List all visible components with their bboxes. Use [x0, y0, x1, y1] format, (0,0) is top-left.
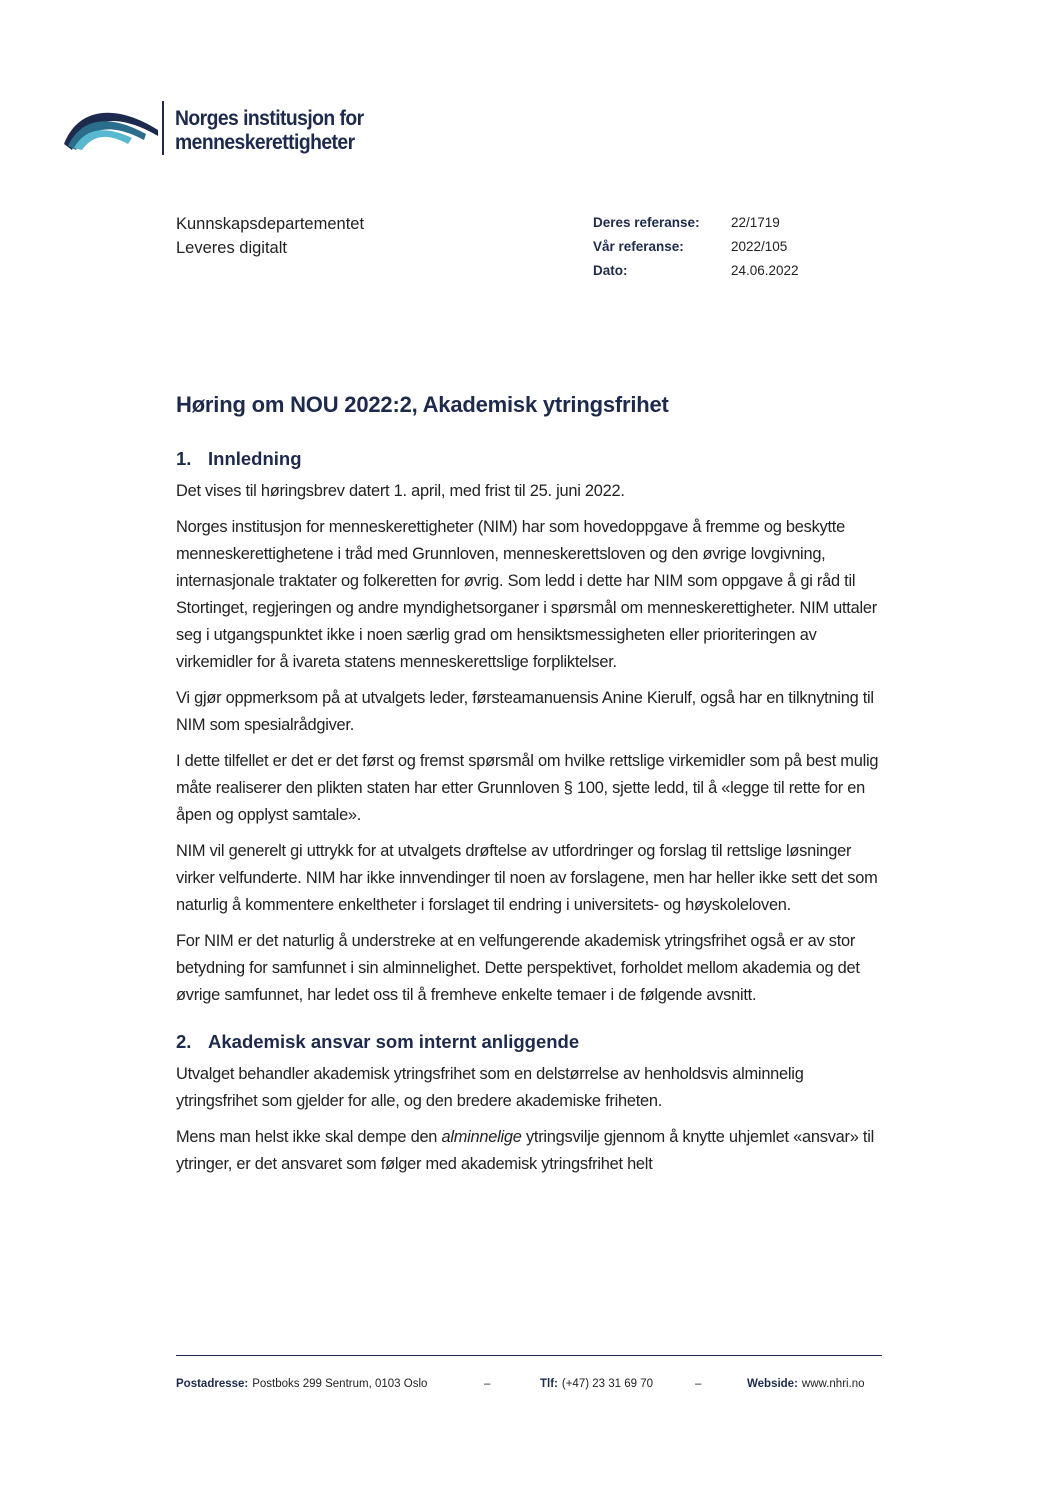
ref-value: 24.06.2022	[731, 263, 799, 278]
footer-postal	[176, 1378, 484, 1390]
paragraph-text: Mens man helst ikke skal dempe den	[176, 1128, 442, 1146]
paragraph: Det vises til høringsbrev datert 1. april, med frist til 25. juni 2022.	[176, 482, 625, 500]
document-body	[176, 392, 888, 1187]
paragraph: For NIM er det naturlig å understreke at en velfungerende akademisk ytringsfrihet også er av stor betydning for samfunnet i sin alminnelighet. Dette perspektivet, forholdet mellom akademia og det øvrige samfunnet, har ledet oss til å fremheve enkelte temaer i de følgende avsnitt.	[176, 932, 860, 1004]
paragraph-text: ytringsvilje gjennom å knytte uhjemlet «ansvar» til ytringer, er det ansvaret som følger med akademisk ytringsfrihet helt	[176, 1128, 874, 1173]
ref-value: 2022/105	[731, 239, 788, 254]
reference-block	[593, 211, 799, 283]
paragraph: Utvalget behandler akademisk ytringsfrihet som en delstørrelse av henholdsvis alminnelig ytringsfrihet som gjelder for alle, og den bredere akademiske friheten.	[176, 1065, 804, 1110]
section-heading	[176, 448, 888, 470]
paragraph	[176, 1124, 888, 1178]
nim-logo-icon	[62, 100, 162, 156]
org-name-line2: menneskerettigheter	[175, 131, 355, 154]
org-name-line1: Norges institusjon for	[175, 107, 364, 130]
document-title: Høring om NOU 2022:2, Akademisk ytringsfrihet	[176, 392, 669, 417]
footer-website	[747, 1378, 865, 1390]
footer-label: Postadresse:	[176, 1378, 249, 1390]
recipient-line2: Leveres digitalt	[176, 239, 287, 257]
logo-divider	[162, 101, 164, 155]
recipient-line1: Kunnskapsdepartementet	[176, 215, 365, 233]
ref-label: Dato:	[593, 263, 628, 278]
organization-name	[175, 107, 364, 155]
paragraph: Vi gjør oppmerksom på at utvalgets leder, førsteamanuensis Anine Kierulf, også har en tilknytning til NIM som spesialrådgiver.	[176, 689, 874, 734]
footer-phone	[540, 1378, 695, 1390]
paragraph: NIM vil generelt gi uttrykk for at utvalgets drøftelse av utfordringer og forslag til rettslige løsninger virker velfunderte. NIM har ikke innvendinger til noen av forslagene, men har heller ikke sett det som naturlig å kommentere enkeltheter i forslaget til endring i universitets- og høyskoleloven.	[176, 842, 878, 914]
emphasized-text: alminnelige	[441, 1128, 522, 1146]
section-heading-text: Akademisk ansvar som internt anliggende	[208, 1031, 580, 1052]
paragraph: Norges institusjon for menneskerettigheter (NIM) har som hovedoppgave å fremme og beskytte menneskerettighetene i tråd med Grunnloven, menneskerettsloven og den øvrige lovgivning, internasjonale traktater og folkeretten for øvrig. Som ledd i dette har NIM som oppgave å gi råd til Stortinget, regjeringen og andre myndighetsorganer i spørsmål om menneskerettigheter. NIM uttaler seg i utgangspunktet ikke i noen særlig grad om hensiktsmessigheten eller prioriteringen av virkemidler for å ivareta statens menneskerettslige forpliktelser.	[176, 518, 877, 671]
ref-label: Deres referanse:	[593, 215, 700, 230]
section-number: 2.	[176, 1031, 192, 1052]
section-heading	[176, 1031, 888, 1053]
ref-value: 22/1719	[731, 215, 780, 230]
footer-value: Postboks 299 Sentrum, 0103 Oslo	[252, 1378, 428, 1390]
footer-label: Tlf:	[540, 1378, 558, 1390]
footer-separator: –	[484, 1378, 491, 1390]
ref-row-deres	[593, 211, 799, 235]
ref-row-dato	[593, 259, 799, 283]
footer-separator: –	[695, 1378, 702, 1390]
footer-label: Webside:	[747, 1378, 798, 1390]
section-number: 1.	[176, 448, 192, 469]
section-heading-text: Innledning	[208, 448, 302, 469]
ref-label: Vår referanse:	[593, 239, 684, 254]
footer-value: www.nhri.no	[801, 1378, 865, 1390]
footer	[176, 1378, 882, 1390]
footer-value: (+47) 23 31 69 70	[561, 1378, 654, 1390]
footer-rule	[176, 1355, 882, 1356]
ref-row-var	[593, 235, 799, 259]
recipient-address	[176, 212, 364, 260]
paragraph: I dette tilfellet er det er det først og fremst spørsmål om hvilke rettslige virkemidler som på best mulig måte realiserer den plikten staten har etter Grunnloven § 100, sjette ledd, til å «legge til rette for en åpen og opplyst samtale».	[176, 752, 879, 824]
